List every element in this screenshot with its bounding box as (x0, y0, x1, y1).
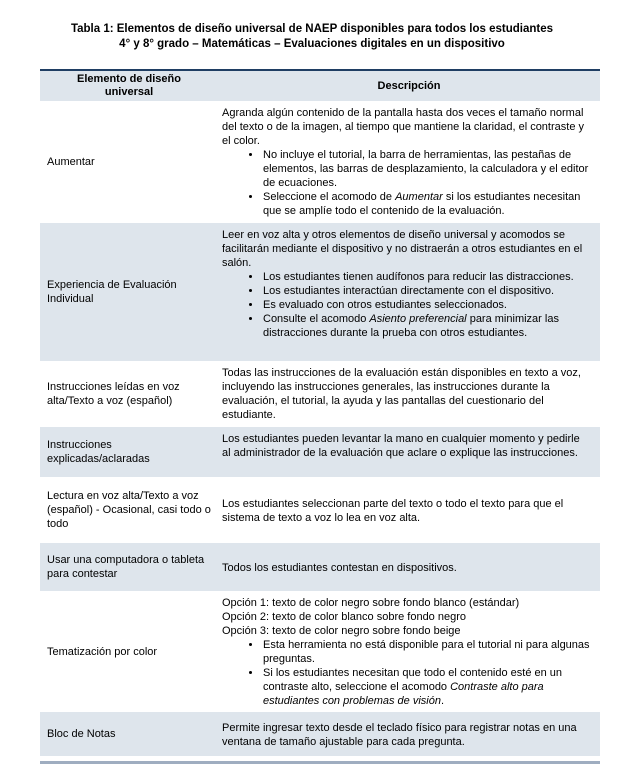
header-element-cell (40, 71, 218, 101)
table-row-lectura-voz-alta (40, 477, 600, 543)
header-description-cell (218, 71, 600, 101)
table-row-tematizacion-color (40, 591, 600, 712)
element-cell (40, 591, 218, 712)
bullet-text: Es evaluado con otros estudiantes seleccionados. (263, 299, 507, 311)
description-cell (218, 101, 600, 223)
description-paragraph: Leer en voz alta y otros elementos de diseño universal y acomodos se facilitarán mediante el dispositivo y no distraerán a otros estudiantes en el salón. (222, 229, 583, 269)
bullet-text: Los estudiantes tienen audífonos para reducir las distracciones. (263, 271, 574, 283)
description-paragraph: Todas las instrucciones de la evaluación están disponibles en texto a voz, incluyendo las instrucciones generales, las instrucciones durante la evaluación, el tutorial, la ayuda y las pantallas del cuestionario del estudiante. (222, 367, 581, 421)
table-title-line2: 4° y 8° grado – Matemáticas – Evaluaciones digitales en un dispositivo (119, 38, 505, 50)
table-bottom-rule (40, 761, 600, 764)
table-title-line1: Tabla 1: Elementos de diseño universal de NAEP disponibles para todos los estudiantes (70, 23, 554, 35)
bullet-list (222, 638, 590, 708)
element-label: Tematización por color (47, 645, 158, 658)
bullet-text: Esta herramienta no está disponible para el tutorial ni para algunas preguntas. (263, 639, 590, 665)
bullet-list (222, 148, 590, 218)
bullet-text: Los estudiantes interactúan directamente con el dispositivo. (263, 285, 555, 297)
bullet-text: para minimizar las distracciones durante la prueba con otros estudiantes. (263, 313, 559, 339)
element-cell (40, 712, 218, 756)
bullet-text: . (440, 695, 445, 707)
bullet-italic-term: Contraste alto para estudiantes con problemas de visión (263, 681, 544, 707)
bullet-text: Si los estudiantes necesitan que todo el contenido esté en un contraste alto, seleccione el acomodo (263, 667, 563, 693)
header-element-label: Elemento de diseño universal (77, 73, 181, 98)
bullet-italic-term: Asiento preferencial (369, 313, 467, 325)
description-paragraph: Opción 3: texto de color negro sobre fondo beige (222, 625, 461, 637)
element-cell (40, 427, 218, 477)
element-label: Bloc de Notas (47, 728, 116, 740)
table-row-bloc-de-notas (40, 712, 600, 756)
bullet-item (262, 638, 590, 666)
element-label: Experiencia de Evaluación Individual (47, 279, 177, 305)
bullet-italic-term: Aumentar (395, 191, 443, 203)
header-description-label: Descripción (377, 79, 441, 92)
element-label: Instrucciones explicadas/aclaradas (47, 439, 150, 465)
description-paragraph: Todos los estudiantes contestan en dispositivos. (222, 561, 457, 574)
bullet-item (262, 270, 590, 284)
bullet-item (262, 298, 590, 312)
table-header-row (40, 71, 600, 101)
element-label: Lectura en voz alta/Texto a voz (español) - Ocasional, casi todo o todo (47, 490, 211, 530)
description-cell (218, 427, 600, 477)
bullet-list (222, 270, 590, 340)
description-paragraph: Permite ingresar texto desde el teclado físico para registrar notas en una ventana de tamaño ajustable para cada pregunta. (222, 721, 577, 748)
element-cell (40, 361, 218, 427)
description-cell (218, 712, 600, 756)
table-row-instrucciones-explicadas (40, 427, 600, 477)
description-paragraph: Opción 2: texto de color blanco sobre fondo negro (222, 611, 466, 623)
table-row-instrucciones-leidas (40, 361, 600, 427)
description-cell (218, 591, 600, 712)
bullet-item (262, 666, 590, 708)
description-paragraph: Opción 1: texto de color negro sobre fondo blanco (estándar) (222, 597, 520, 609)
bullet-text: si los estudiantes necesitan que se amplíe todo el contenido de la evaluación. (263, 191, 581, 217)
bullet-item (262, 148, 590, 190)
element-cell (40, 477, 218, 543)
table-row-usar-computadora (40, 543, 600, 591)
bullet-text: No incluye el tutorial, la barra de herramientas, las pestañas de elementos, las barras de desplazamiento, la calculadora y el editor de ecuaciones. (263, 149, 589, 189)
table-row-experiencia-evaluacion (40, 223, 600, 361)
bullet-item (262, 190, 590, 218)
description-paragraph: Los estudiantes pueden levantar la mano en cualquier momento y pedirle al administrador de la evaluación que aclare o explique las instrucciones. (222, 433, 580, 459)
description-cell (218, 543, 600, 591)
element-label: Usar una computadora o tableta para contestar (47, 554, 205, 580)
table-title (0, 0, 624, 52)
description-cell (218, 223, 600, 361)
description-cell (218, 477, 600, 543)
universal-design-table (40, 69, 600, 764)
element-cell (40, 223, 218, 361)
description-cell (218, 361, 600, 427)
element-cell (40, 101, 218, 223)
element-label: Instrucciones leídas en voz alta/Texto a voz (español) (47, 381, 180, 407)
bullet-item (262, 312, 590, 340)
element-cell (40, 543, 218, 591)
description-paragraph: Los estudiantes seleccionan parte del texto o todo el texto para que el sistema de texto a voz lo lea en voz alta. (222, 497, 564, 524)
bullet-item (262, 284, 590, 298)
table-row-aumentar (40, 101, 600, 223)
description-paragraph: Agranda algún contenido de la pantalla hasta dos veces el tamaño normal del texto o de la imagen, al tiempo que mantiene la claridad, el contraste y el color. (222, 107, 584, 147)
element-label: Aumentar (47, 156, 95, 168)
bullet-text: Seleccione el acomodo de (263, 191, 396, 203)
bullet-text: Consulte el acomodo (263, 313, 370, 325)
